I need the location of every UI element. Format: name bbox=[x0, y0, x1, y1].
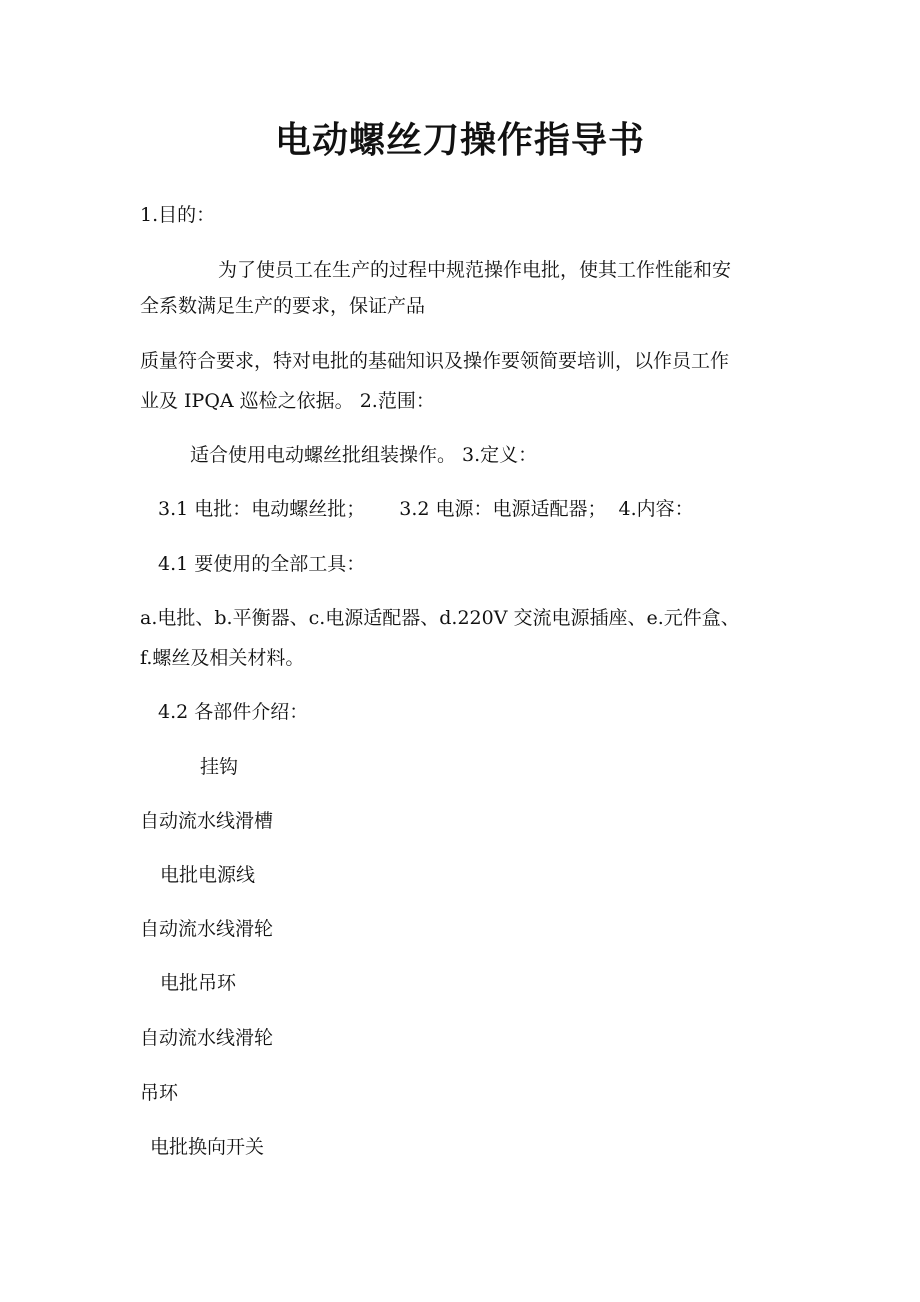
part-label-pulley-1: 自动流水线滑轮 bbox=[140, 918, 274, 940]
part-label-hook: 挂钩 bbox=[200, 756, 239, 778]
part-label-reverse-switch: 电批换向开关 bbox=[150, 1136, 265, 1158]
part-label-ring: 吊环 bbox=[140, 1082, 179, 1104]
scope-text-line: 适合使用电动螺丝批组装操作。 3.定义： bbox=[190, 444, 538, 466]
part-label-chute: 自动流水线滑槽 bbox=[140, 810, 274, 832]
purpose-text-line-2: 全系数满足生产的要求，保证产品 bbox=[140, 295, 426, 317]
purpose-text-line-4: 业及 IPQA 巡检之依据。 2.范围： bbox=[140, 390, 435, 412]
section-content-heading: 4.内容： bbox=[618, 498, 694, 520]
tools-list-line-2: f.螺丝及相关材料。 bbox=[140, 647, 305, 669]
section-purpose-heading: 1.目的： bbox=[140, 204, 216, 226]
tools-heading: 4.1 要使用的全部工具： bbox=[158, 553, 366, 575]
part-label-screwdriver-ring: 电批吊环 bbox=[160, 972, 237, 994]
part-label-pulley-2: 自动流水线滑轮 bbox=[140, 1027, 274, 1049]
part-label-power-cord: 电批电源线 bbox=[160, 864, 256, 886]
document-title: 电动螺丝刀操作指导书 bbox=[274, 120, 645, 161]
definitions-line bbox=[158, 497, 694, 521]
purpose-text-line-3: 质量符合要求，特对电批的基础知识及操作要领简要培训，以作员工作 bbox=[140, 350, 730, 372]
definition-3-1: 3.1 电批：电动螺丝批； bbox=[158, 498, 366, 520]
purpose-text-line-1: 为了使员工在生产的过程中规范操作电批，使其工作性能和安 bbox=[218, 259, 732, 281]
tools-list-line-1: a.电批、b.平衡器、c.电源适配器、d.220V 交流电源插座、e.元件盒、 bbox=[140, 607, 740, 629]
definition-3-2: 3.2 电源：电源适配器； bbox=[399, 498, 607, 520]
parts-heading: 4.2 各部件介绍： bbox=[158, 701, 309, 723]
